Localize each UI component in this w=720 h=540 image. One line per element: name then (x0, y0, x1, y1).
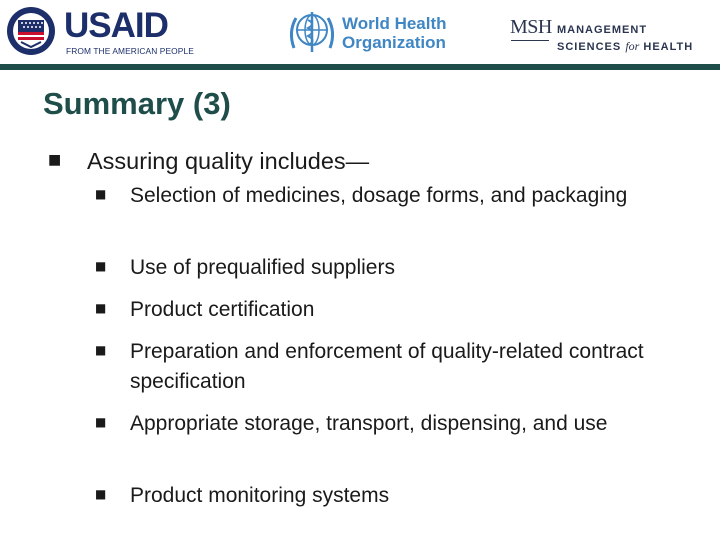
square-bullet-icon: ■ (95, 487, 107, 501)
square-bullet-icon: ■ (95, 343, 107, 357)
who-emblem-icon (286, 8, 338, 56)
square-bullet-icon: ■ (48, 152, 62, 168)
sub-bullet-text: Selection of medicines, dosage forms, and packaging (130, 184, 628, 207)
msh-line2-health: HEALTH (643, 41, 694, 53)
header-rule (0, 64, 720, 70)
main-bullet-text: Assuring quality includes— (87, 148, 370, 174)
who-name-line2: Organization (342, 33, 446, 52)
slide-title: Summary (3) (43, 86, 231, 121)
msh-line2-for: for (625, 39, 640, 53)
square-bullet-icon: ■ (95, 301, 107, 315)
msh-mark: MSH (510, 16, 552, 38)
main-bullet (48, 146, 688, 176)
sub-bullet (95, 409, 695, 439)
sub-bullet (95, 337, 695, 397)
sub-bullet (95, 253, 695, 283)
sub-bullet-text: Product certification (130, 298, 315, 321)
sub-bullet-text: Product monitoring systems (130, 484, 390, 507)
sub-bullet-text: Use of prequalified suppliers (130, 256, 395, 279)
square-bullet-icon: ■ (95, 259, 107, 273)
msh-line2 (557, 39, 693, 54)
logo-bar (0, 0, 720, 64)
msh-mark-underline (511, 40, 549, 41)
msh-line1: MANAGEMENT (557, 24, 648, 36)
usaid-seal-icon (6, 6, 56, 56)
sub-bullet (95, 295, 695, 325)
usaid-tagline: FROM THE AMERICAN PEOPLE (66, 46, 194, 56)
square-bullet-icon: ■ (95, 187, 107, 201)
square-bullet-icon: ■ (95, 415, 107, 429)
sub-bullet (95, 181, 695, 211)
sub-bullet-text: Appropriate storage, transport, dispensing, and use (130, 412, 608, 435)
sub-bullet (95, 481, 695, 511)
usaid-wordmark: USAID (64, 6, 168, 45)
who-name (342, 14, 462, 52)
sub-bullet-text: Preparation and enforcement of quality-related contract specification (130, 340, 644, 393)
msh-logo (510, 14, 710, 53)
usaid-logo (6, 6, 194, 56)
who-logo (286, 8, 456, 56)
who-name-line1: World Health (342, 14, 447, 33)
msh-line2-sciences: SCIENCES (557, 41, 622, 53)
